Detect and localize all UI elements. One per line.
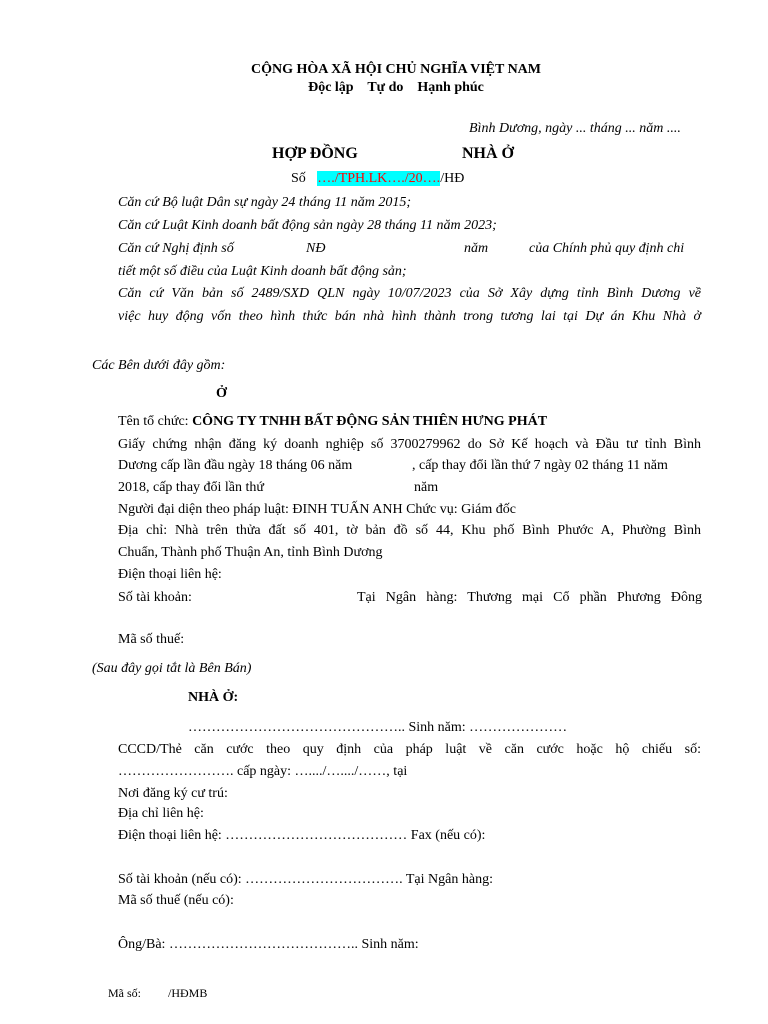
place-date: Bình Dương, ngày ... tháng ... năm .... bbox=[469, 121, 681, 136]
seller-reg-line3a: 2018, cấp thay đổi lần thứ bbox=[118, 480, 265, 495]
buyer-residence: Nơi đăng ký cư trú: bbox=[118, 786, 228, 801]
basis-decree-b: NĐ bbox=[306, 241, 326, 256]
buyer-person: Ông/Bà: ………………………………….. Sinh năm: bbox=[118, 937, 419, 952]
buyer-tax-code: Mã số thuế (nếu có): bbox=[118, 893, 234, 908]
number-highlight: …./TPH.LK…./20…. bbox=[317, 171, 441, 186]
seller-representative: Người đại diện theo pháp luật: ĐINH TUẤN ANH Chức vụ: Giám đốc bbox=[118, 502, 516, 517]
buyer-name-line: ……………………………………….. Sinh năm: ………………… bbox=[188, 720, 568, 735]
buyer-account: Số tài khoản (nếu có): ……………………………. Tại Ngân hàng: bbox=[118, 872, 493, 887]
contract-title-left: HỢP ĐỒNG bbox=[272, 145, 358, 162]
seller-org bbox=[118, 414, 547, 430]
national-motto: Độc lập Tự do Hạnh phúc bbox=[308, 80, 484, 95]
footer-code-label: Mã số: bbox=[108, 986, 141, 1000]
buyer-phone: Điện thoại liên hệ: ………………………………… Fax (nếu có): bbox=[118, 828, 486, 843]
parties-intro: Các Bên dưới đây gồm: bbox=[92, 358, 226, 373]
seller-address-line1: Địa chỉ: Nhà trên thửa đất số 401, tờ bản đồ số 44, Khu phố Bình Phước A, Phường Bình bbox=[118, 523, 701, 538]
seller-org-name: CÔNG TY TNHH BẤT ĐỘNG SẢN THIÊN HƯNG PHÁT bbox=[192, 414, 548, 429]
seller-reg-line1: Giấy chứng nhận đăng ký doanh nghiệp số 3700279962 do Sở Kế hoạch và Đầu tư tỉnh Bình bbox=[118, 437, 701, 452]
seller-tax-code: Mã số thuế: bbox=[118, 632, 185, 647]
seller-heading: Ở bbox=[216, 386, 227, 401]
seller-address-line2: Chuẩn, Thành phố Thuận An, tỉnh Bình Dương bbox=[118, 545, 383, 560]
basis-document-line2: việc huy động vốn theo hình thức bán nhà hình thành trong tương lai tại Dự án Khu Nhà ở bbox=[118, 309, 701, 324]
buyer-heading: NHÀ Ở: bbox=[188, 690, 239, 705]
seller-phone: Điện thoại liên hệ: bbox=[118, 567, 222, 582]
basis-decree-d: của Chính phủ quy định chi bbox=[529, 241, 685, 256]
seller-note: (Sau đây gọi tắt là Bên Bán) bbox=[92, 661, 252, 676]
nation-title: CỘNG HÒA XÃ HỘI CHỦ NGHĨA VIỆT NAM bbox=[250, 62, 541, 77]
basis-decree-c: năm bbox=[464, 241, 489, 256]
contract-number bbox=[291, 171, 464, 187]
contract-title-right: NHÀ Ở bbox=[462, 145, 514, 162]
number-suffix: /HĐ bbox=[440, 171, 465, 186]
seller-reg-line3b: năm bbox=[414, 480, 439, 495]
number-prefix: Số bbox=[291, 171, 306, 186]
buyer-id-line1: CCCD/Thẻ căn cước theo quy định của pháp luật về căn cước hoặc hộ chiếu số: bbox=[118, 742, 701, 757]
buyer-id-line2: ……………………. cấp ngày: …..../…..../……, tại bbox=[118, 764, 408, 779]
seller-org-label: Tên tổ chức: bbox=[118, 414, 189, 429]
seller-account-label: Số tài khoản: bbox=[118, 590, 192, 605]
seller-reg-line2b: , cấp thay đổi lần thứ 7 ngày 02 tháng 11 năm bbox=[412, 458, 668, 473]
seller-reg-line2a: Dương cấp lần đầu ngày 18 tháng 06 năm bbox=[118, 458, 353, 473]
basis-decree-a: Căn cứ Nghị định số bbox=[118, 241, 234, 256]
footer-code-value: /HĐMB bbox=[168, 986, 208, 1000]
basis-real-estate-law: Căn cứ Luật Kinh doanh bất động sản ngày 28 tháng 11 năm 2023; bbox=[118, 218, 497, 233]
buyer-contact-address: Địa chỉ liên hệ: bbox=[118, 806, 204, 821]
basis-decree-cont: tiết một số điều của Luật Kinh doanh bất động sản; bbox=[118, 264, 407, 279]
seller-bank: Tại Ngân hàng: Thương mại Cổ phần Phương Đông bbox=[357, 590, 702, 605]
basis-document-line1: Căn cứ Văn bản số 2489/SXD QLN ngày 10/07/2023 của Sở Xây dựng tỉnh Bình Dương về bbox=[118, 286, 701, 301]
basis-civil-code: Căn cứ Bộ luật Dân sự ngày 24 tháng 11 năm 2015; bbox=[118, 195, 412, 210]
